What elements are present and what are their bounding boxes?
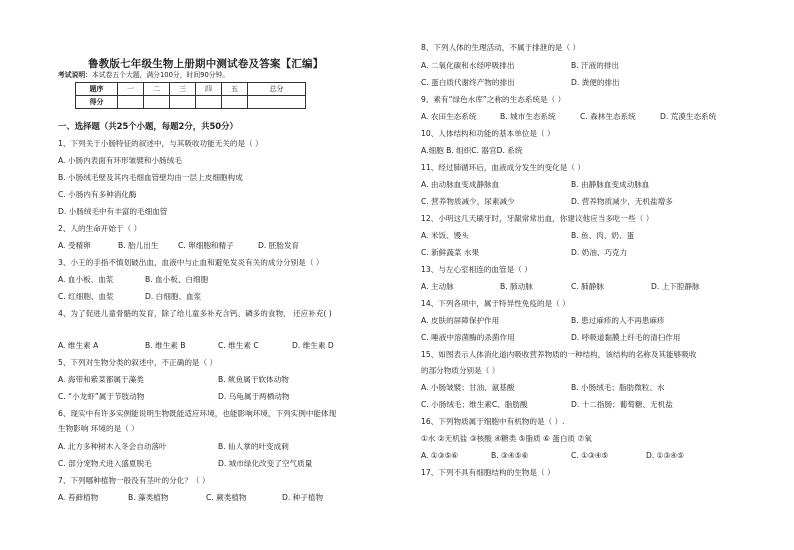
q10-options: A.细胞 B. 组织C. 器官D. 系统 [421, 146, 523, 155]
q1-option-a: A. 小肠内表面有环形皱襞和小肠绒毛 [58, 156, 182, 165]
q16-items: ①水 ②无机盐 ③核酸 ④糖类 ⑤脂质 ⑥ 蛋白质 ⑦氧 [421, 434, 592, 443]
question-15-cont: 的部分物质分别是（ ） [421, 366, 500, 375]
score-cell: 二 [144, 83, 170, 96]
q15-option-d: D. 十二指肠；葡萄糖、无机盐 [571, 400, 673, 409]
exam-instructions [58, 69, 229, 79]
q11-option-a: A. 由动脉血变成静脉血 [421, 180, 500, 189]
q3-option-b: B. 血小板、白细胞 [145, 275, 209, 284]
q3-option-a: A. 血小板、血浆 [58, 275, 114, 284]
q11-option-b: B. 由静脉血变成动脉血 [571, 180, 650, 189]
score-cell: 一 [118, 83, 144, 96]
q6-option-d: D. 城市绿化改变了空气质量 [218, 459, 313, 468]
q12-option-c: C. 新鲜蔬菜 水果 [421, 248, 480, 257]
q12-option-d: D. 奶油、巧克力 [571, 248, 628, 257]
score-table [75, 82, 306, 109]
q9-option-b: B. 城市生态系统 [500, 112, 556, 121]
q1-option-c: C. 小肠内有多种消化酶 [58, 190, 137, 199]
q5-option-a: A. 海带和紫菜都属于藻类 [58, 375, 144, 384]
q5-option-b: B. 鱿鱼属于软体动物 [218, 375, 289, 384]
q14-option-b: B. 患过麻疹的人不再患麻疹 [571, 316, 665, 325]
q13-option-b: B. 肺动脉 [500, 282, 533, 291]
page-title: 鲁教版七年级生物上册期中测试卷及答案【汇编】 [88, 58, 324, 70]
question-14: 14、下列各项中，属于特异性免疫的是（ ） [421, 299, 570, 308]
q14-option-d: D. 呼吸道黏膜上纤毛的清扫作用 [571, 333, 681, 342]
q4-option-d: D. 维生素 D [292, 341, 334, 350]
q14-option-a: A. 皮肤的屏障保护作用 [421, 316, 500, 325]
q11-option-c: C. 营养物质减少，尿素减少 [421, 197, 515, 206]
question-12: 12、小明这几天刷牙时，牙龈常常出血，你建议他应当多吃一些（ ） [421, 214, 654, 223]
score-cell: 得分 [76, 96, 118, 109]
q2-option-c: C. 卵细胞和精子 [178, 241, 234, 250]
q12-option-a: A. 米饭、馒头 [421, 231, 469, 240]
score-cell: 四 [196, 83, 222, 96]
instructions-text: 本试卷五个大题，满分100分，时间90分钟。 [91, 71, 230, 79]
score-cell[interactable] [170, 96, 196, 109]
q16-option-d: D. ①③④⑤ [646, 451, 684, 460]
question-2: 2、人的生命开始于（ ） [58, 224, 142, 233]
q16-option-a: A. ①③⑤⑥ [421, 451, 459, 460]
q16-option-c: C. ①③④⑤ [571, 451, 609, 460]
q2-option-b: B. 胎儿出生 [118, 241, 159, 250]
question-15: 15、如图表示人体消化道内吸收营养物质的一种结构，该结构的名称及其能够吸收 [421, 350, 697, 359]
instructions-label: 考试说明： [58, 71, 92, 79]
section-heading: 一、选择题（共25个小题，每题2分，共50分） [58, 121, 238, 131]
q1-option-b: B. 小肠绒毛壁及其内毛细血管壁均由一层上皮细胞构成 [58, 173, 243, 182]
q4-option-a: A. 维生素 A [58, 341, 99, 350]
question-10: 10、人体结构和功能的基本单位是（ ） [421, 129, 555, 138]
q9-option-c: C. 森林生态系统 [580, 112, 636, 121]
q9-option-d: D. 荒漠生态系统 [660, 112, 717, 121]
score-cell[interactable] [144, 96, 170, 109]
q4-option-b: B. 维生素 B [145, 341, 186, 350]
q15-option-c: C. 小肠绒毛；维生素C、脂肪酸 [421, 400, 528, 409]
question-4: 4、为了促进儿童骨骼的发育，除了给儿童多补充含钙、磷多的食物， 还应补充( ) [58, 309, 332, 318]
q13-option-a: A. 主动脉 [421, 282, 454, 291]
q7-option-c: C. 蕨类植物 [206, 493, 247, 502]
question-13: 13、与左心室相连的血管是（ ） [421, 265, 532, 274]
q2-option-a: A. 受精卵 [58, 241, 91, 250]
q6-option-a: A. 北方多种树木入冬会自动落叶 [58, 442, 167, 451]
question-11: 11、经过肺循环后，血液成分发生的变化是（ ） [421, 163, 585, 172]
q8-option-b: B. 汗液的排出 [571, 61, 620, 70]
q9-option-a: A. 农田生态系统 [421, 112, 477, 121]
score-cell[interactable] [118, 96, 144, 109]
question-7: 7、下列哪种植物一般没有茎叶的分化？（ ） [58, 476, 210, 485]
score-cell: 总分 [248, 83, 306, 96]
score-cell[interactable] [196, 96, 222, 109]
score-cell: 题序 [76, 83, 118, 96]
score-cell[interactable] [222, 96, 248, 109]
question-16: 16、下列物质属于细胞中有机物的是（ ）. [421, 417, 565, 426]
q3-option-d: D. 白细胞、血浆 [145, 292, 202, 301]
q2-option-d: D. 胚胎发育 [258, 241, 300, 250]
q12-option-b: B. 鱼、肉、奶、蛋 [571, 231, 635, 240]
q5-option-d: D. 乌龟属于两栖动物 [218, 392, 290, 401]
q6-option-c: C. 部分宠物犬进入盛夏脱毛 [58, 459, 152, 468]
question-9: 9、素有“绿色水库”之称的生态系统是（ ） [421, 95, 566, 104]
q7-option-b: B. 藻类植物 [128, 493, 169, 502]
question-6-cont: 生物影响 环境的是（ ） [58, 424, 139, 433]
q7-option-d: D. 种子植物 [282, 493, 324, 502]
q15-option-a: A. 小肠皱襞；甘油、氨基酸 [421, 383, 515, 392]
q11-option-d: D. 营养物质减少，无机盐增多 [571, 197, 673, 206]
score-cell: 五 [222, 83, 248, 96]
question-6: 6、现实中有许多实例能说明生物既能适应环境，也能影响环境，下列实例中能体现 [58, 409, 337, 418]
q14-option-c: C. 唾液中溶菌酶的杀菌作用 [421, 333, 515, 342]
q8-option-a: A. 二氧化碳和水经呼吸排出 [421, 61, 515, 70]
q8-option-d: D. 粪便的排出 [571, 78, 620, 87]
q15-option-b: B. 小肠绒毛；脂肪微粒、水 [571, 383, 665, 392]
score-table-header-row [76, 83, 306, 96]
question-17: 17、下列不具有细胞结构的生物是（ ） [421, 468, 555, 477]
q8-option-c: C. 蛋白质代谢终产物的排出 [421, 78, 515, 87]
q4-option-c: C. 维生素 C [218, 341, 259, 350]
q13-option-c: C. 肺静脉 [571, 282, 604, 291]
question-5: 5、下列对生物分类的叙述中，不正确的是（ ） [58, 358, 218, 367]
question-1: 1、下列关于小肠特征的叙述中，与其吸收功能无关的是（ ） [58, 139, 263, 148]
q1-option-d: D. 小肠绒毛中有丰富的毛细血管 [58, 207, 168, 216]
q6-option-b: B. 仙人掌的叶变成刺 [218, 442, 289, 451]
q7-option-a: A. 苔藓植物 [58, 493, 99, 502]
question-8: 8、下列人体的生理活动，不属于排泄的是（ ） [421, 43, 581, 52]
score-cell: 三 [170, 83, 196, 96]
question-3: 3、小王的手指不慎划破出血，血液中与止血和避免发炎有关的成分分别是（ ） [58, 258, 324, 267]
score-cell[interactable] [248, 96, 306, 109]
q3-option-c: C. 红细胞、血浆 [58, 292, 114, 301]
q13-option-d: D. 上下腔静脉 [651, 282, 700, 291]
q16-option-b: B. ③④⑤⑥ [491, 451, 529, 460]
q5-option-c: C. “小龙虾”属于节肢动物 [58, 392, 145, 401]
score-table-score-row [76, 96, 306, 109]
